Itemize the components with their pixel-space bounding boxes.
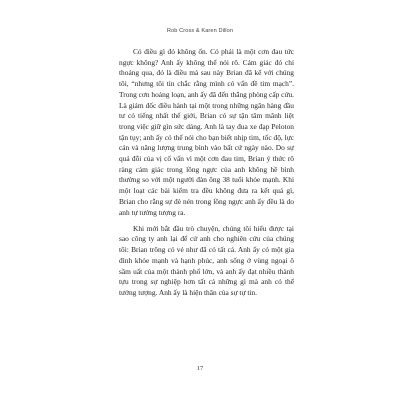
running-header: Rob Cross & Karen Dillon xyxy=(166,28,234,34)
paragraph-1: Có điều gì đó không ổn. Có phải là một cơn đau tức ngực không? Anh ấy không thể nói rõ. Cảm giác đó chỉ thoáng qua, đó là điều mà sau này Brian đã kể với chúng tôi, “nhưng tôi tin chắc rằng mình có vấn đề tim mạch”. Trong cơn hoảng loạn, anh ấy đã đến thẳng phòng cấp cứu. Là giám đốc điều hành tại một trong những ngân hàng đầu tư có tiếng nhất thế giới, Brian có sự tận tâm mãnh liệt trong việc giữ gìn sức dáng. Anh là tay đua xe đạp Peloton tận tụy; anh ấy có thể nói cho bạn biết nhịp tim, tốc độ, lực cản và năng lượng trung bình vào bất cứ ngày nào. Do sự quá đỗi của vị cố vấn vì một cơn đau tim, Brian ý thức rõ ràng cảm giác trong lồng ngực của anh không hề bình thường so với một người đàn ông 38 tuổi khỏe mạnh. Khi một loạt các bài kiểm tra đều không đưa ra kết quả gì, Brian cho rằng sự đè nén trong lồng ngực anh ấy đều là do anh tự tưởng tượng ra. xyxy=(119,47,294,217)
page-number: 17 xyxy=(196,365,204,372)
body-text xyxy=(119,47,294,299)
paragraph-2: Khi mới bắt đầu trò chuyện, chúng tôi hiểu được tại sao công ty anh lại để cử anh cho nghiên cứu của chúng tôi: Brian trông có vẻ như đã có tất cả. Anh ấy có một gia đình khỏe mạnh và hạnh phúc, anh sống ở vùng ngoại ô sầm uất của một thành phố lớn, và anh ấy đạt nhiều thành tựu trong sự nghiệp hơn tất cả những gì mà anh có thể tưởng tượng. Anh ấy là hiện thân của sự tự tin. xyxy=(119,223,294,297)
